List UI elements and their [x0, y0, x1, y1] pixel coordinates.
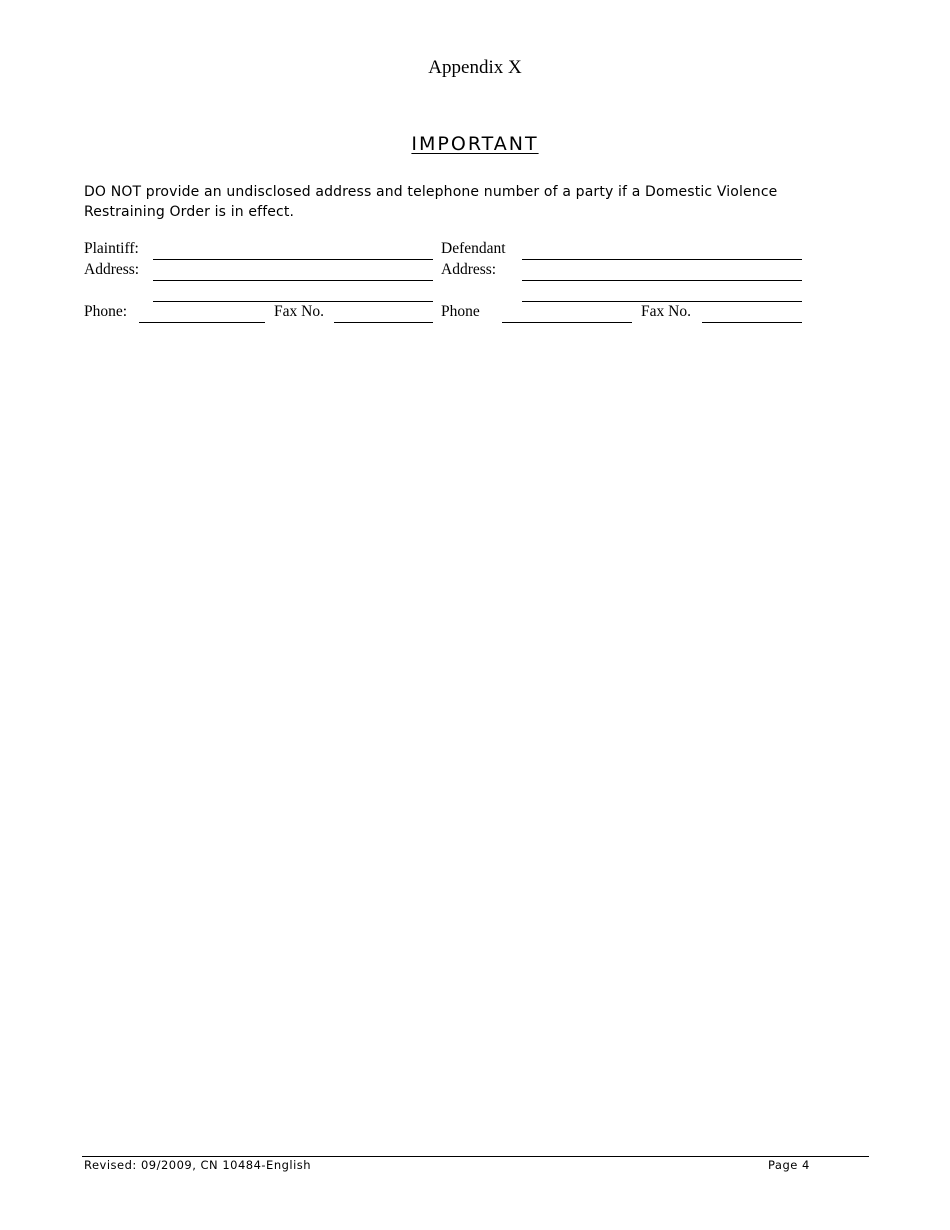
plaintiff-address-label: Address: — [84, 261, 140, 278]
appendix-title: Appendix X — [428, 57, 522, 78]
defendant-phone-field[interactable] — [502, 322, 632, 323]
plaintiff-fax-label: Fax No. — [274, 303, 324, 320]
plaintiff-phone-field[interactable] — [139, 322, 265, 323]
plaintiff-address-field-1[interactable] — [153, 280, 433, 281]
plaintiff-address-field-2[interactable] — [153, 301, 433, 302]
footer-page-number: Page 4 — [768, 1158, 810, 1172]
defendant-phone-label: Phone — [441, 303, 480, 320]
plaintiff-name-field[interactable] — [153, 259, 433, 260]
defendant-fax-label: Fax No. — [641, 303, 691, 320]
defendant-address-label: Address: — [441, 261, 497, 278]
plaintiff-fax-field[interactable] — [334, 322, 433, 323]
defendant-fax-field[interactable] — [702, 322, 802, 323]
defendant-name-field[interactable] — [522, 259, 802, 260]
defendant-address-field-1[interactable] — [522, 280, 802, 281]
defendant-address-field-2[interactable] — [522, 301, 802, 302]
plaintiff-label: Plaintiff: — [84, 240, 139, 257]
defendant-label: Defendant — [441, 240, 506, 257]
footer-revised: Revised: 09/2009, CN 10484-English — [84, 1158, 312, 1172]
important-heading: IMPORTANT — [411, 133, 539, 155]
footer-rule — [82, 1156, 869, 1157]
warning-paragraph: DO NOT provide an undisclosed address and telephone number of a party if a Domestic Violence Restraining Order is in effect. — [84, 184, 778, 220]
plaintiff-phone-label: Phone: — [84, 303, 128, 320]
